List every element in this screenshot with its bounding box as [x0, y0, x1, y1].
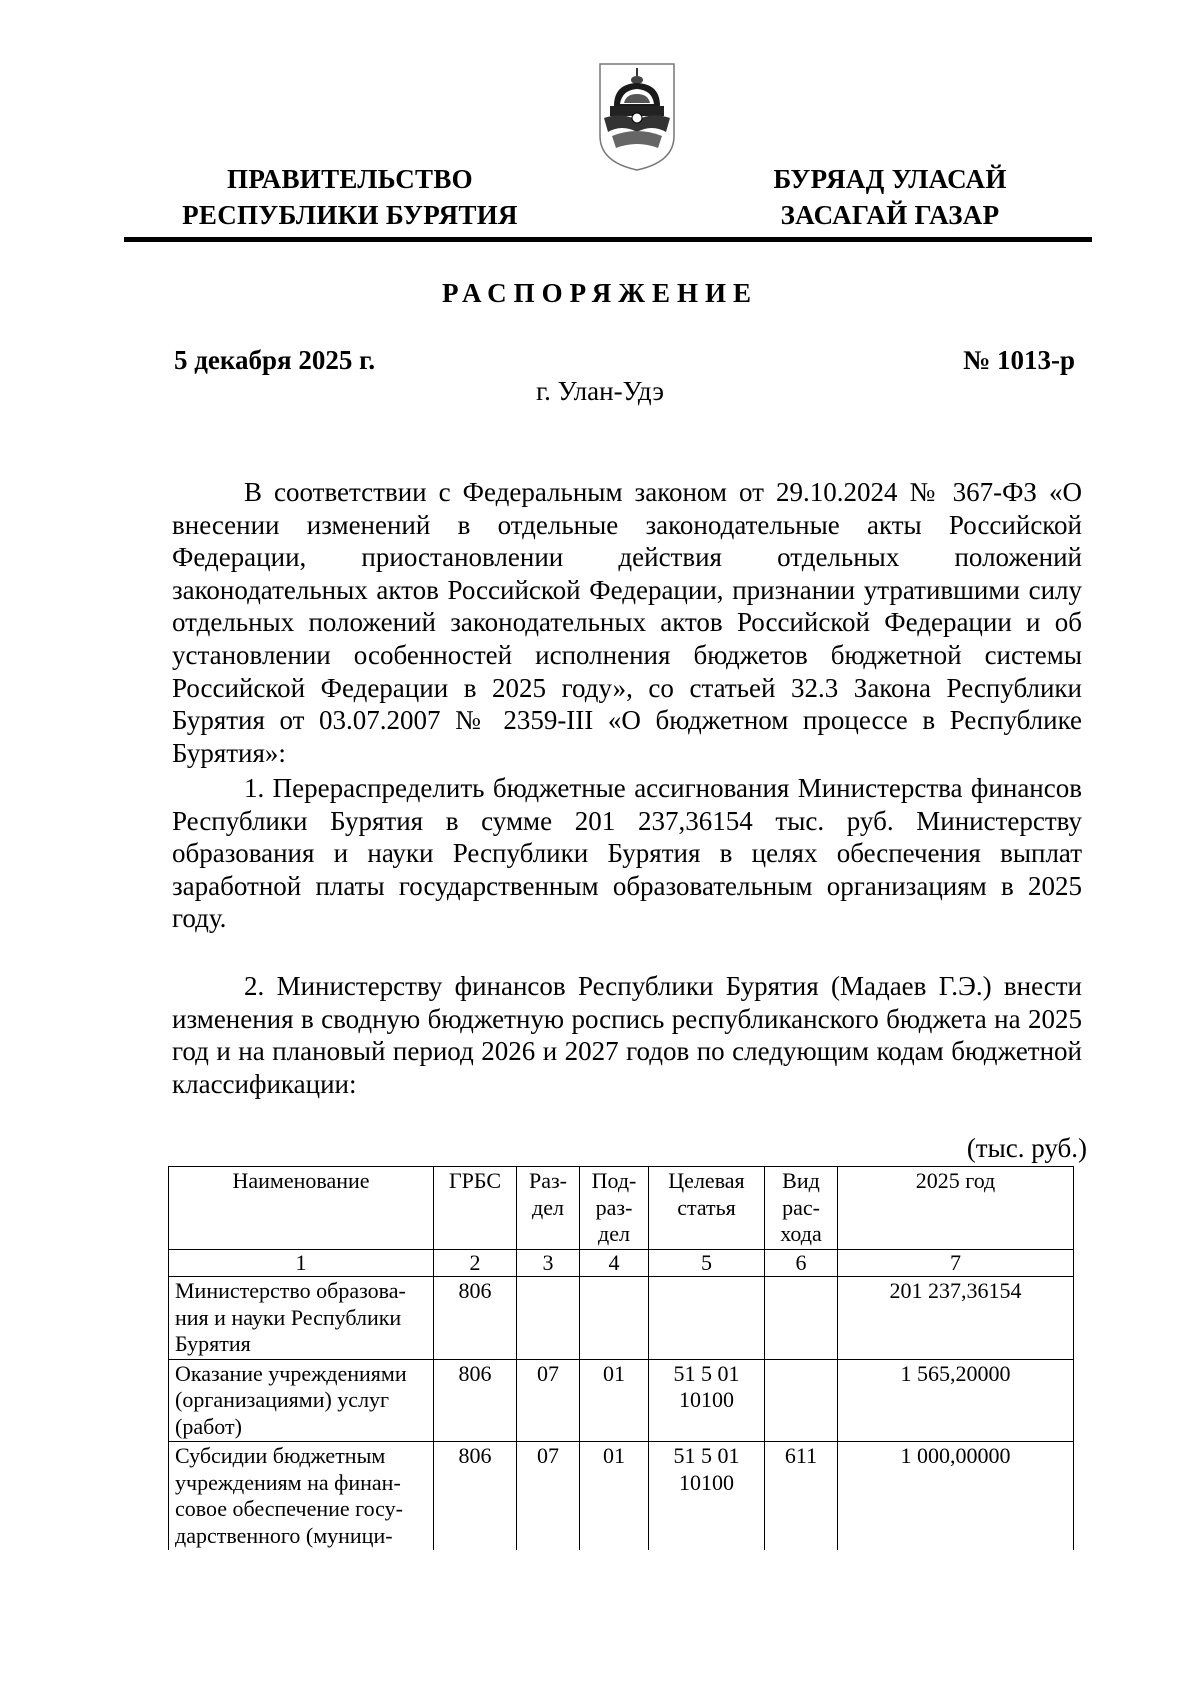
- table-row: [169, 1442, 1074, 1551]
- header-section: Раз- дел: [517, 1167, 580, 1250]
- row-target: 51 5 01 10100: [649, 1442, 765, 1551]
- row-section: [517, 1277, 580, 1360]
- table-header-row: [169, 1167, 1074, 1250]
- issuer-buryat-line-1: БУРЯАД УЛАСАЙ: [773, 164, 1007, 194]
- row-expense-type: 611: [765, 1442, 838, 1551]
- column-number: 7: [838, 1249, 1074, 1277]
- clause-2-paragraph: 2. Министерству финансов Республики Бурятия (Мадаев Г.Э.) внести изменения в сводную бюджетную роспись республиканского бюджета на 2025 год и на плановый период 2026 и 2027 годов по следующим кодам бюджетной классификации:: [172, 971, 1082, 1099]
- column-number: 4: [580, 1249, 649, 1277]
- table-unit-label: (тыс. руб.): [966, 1133, 1087, 1163]
- preamble-paragraph: В соответствии с Федеральным законом от 29.10.2024 № 367-ФЗ «О внесении изменений в отдельные законодательные акты Российской Федерации, приостановлении действия отдельных положений законодательных актов Российской Федерации, признании утратившими силу отдельных положений законодательных актов Российской Федерации и об установлении особенностей исполнения бюджетов бюджетной системы Российской Федерации в 2025 году», со статьей 32.3 Закона Республики Бурятия от 03.07.2007 № 2359-III «О бюджетном процессе в Республике Бурятия»:: [172, 477, 1082, 768]
- document-city: г. Улан-Удэ: [536, 376, 664, 406]
- row-amount: 201 237,36154: [838, 1277, 1074, 1360]
- issuer-name-buryat: [740, 161, 1040, 233]
- column-number: 5: [649, 1249, 765, 1277]
- header-grbs: ГРБС: [434, 1167, 517, 1250]
- header-year: 2025 год: [838, 1167, 1074, 1250]
- row-grbs: 806: [434, 1277, 517, 1360]
- header-target: Целевая статья: [649, 1167, 765, 1250]
- row-grbs: 806: [434, 1442, 517, 1551]
- issuer-buryat-line-2: ЗАСАГАЙ ГАЗАР: [780, 200, 1000, 230]
- budget-table: [168, 1166, 1074, 1550]
- row-subsection: 01: [580, 1442, 649, 1551]
- document-date: 5 декабря 2025 г.: [174, 345, 376, 375]
- row-grbs: 806: [434, 1359, 517, 1442]
- issuer-name-russian: [170, 161, 530, 233]
- row-subsection: [580, 1277, 649, 1360]
- column-number: 6: [765, 1249, 838, 1277]
- row-name: Субсидии бюджетным учреждениям на финан- совое обеспечение госу- дарственного (муници-: [169, 1442, 434, 1551]
- row-amount: 1 565,20000: [838, 1359, 1074, 1442]
- document-title: РАСПОРЯЖЕНИЕ: [441, 278, 759, 308]
- column-number-row: [169, 1249, 1074, 1277]
- row-target: [649, 1277, 765, 1360]
- row-target: 51 5 01 10100: [649, 1359, 765, 1442]
- table-row: [169, 1359, 1074, 1442]
- table-row: [169, 1277, 1074, 1360]
- column-number: 2: [434, 1249, 517, 1277]
- issuer-line-2: РЕСПУБЛИКИ БУРЯТИЯ: [182, 200, 518, 230]
- clause-1-paragraph: 1. Перераспределить бюджетные ассигнования Министерства финансов Республики Бурятия в сумме 201 237,36154 тыс. руб. Министерству образования и науки Республики Бурятия в целях обеспечения выплат заработной платы государственным образовательным организациям в 2025 году.: [172, 773, 1082, 934]
- header-name: Наименование: [169, 1167, 434, 1250]
- header-subsection: Под- раз- дел: [580, 1167, 649, 1250]
- row-expense-type: [765, 1277, 838, 1360]
- row-subsection: 01: [580, 1359, 649, 1442]
- coat-of-arms-icon: [592, 56, 682, 174]
- row-expense-type: [765, 1359, 838, 1442]
- row-section: 07: [517, 1442, 580, 1551]
- issuer-line-1: ПРАВИТЕЛЬСТВО: [227, 164, 473, 194]
- row-section: 07: [517, 1359, 580, 1442]
- column-number: 1: [169, 1249, 434, 1277]
- header-divider: [124, 237, 1092, 242]
- document-number: № 1013-р: [963, 345, 1075, 375]
- row-name: Министерство образова- ния и науки Республики Бурятия: [169, 1277, 434, 1360]
- row-name: Оказание учреждениями (организациями) услуг (работ): [169, 1359, 434, 1442]
- header-expense-type: Вид рас- хода: [765, 1167, 838, 1250]
- column-number: 3: [517, 1249, 580, 1277]
- row-amount: 1 000,00000: [838, 1442, 1074, 1551]
